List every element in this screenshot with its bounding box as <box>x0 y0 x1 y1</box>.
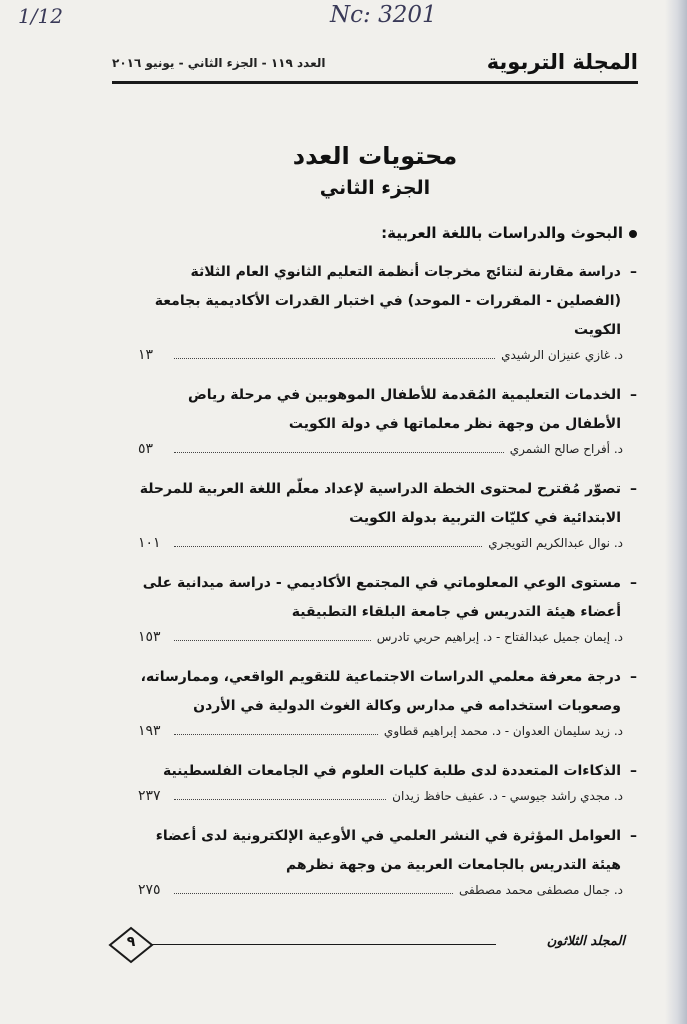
entry-page-number: ٢٣٧ <box>138 788 161 804</box>
entry-page-number: ١٠١ <box>138 535 161 551</box>
page-number-badge <box>108 926 154 964</box>
entry-page-number: ١٣ <box>138 347 154 363</box>
volume-label: المجلد الثلاثون <box>546 934 625 949</box>
toc-entry <box>138 757 637 810</box>
leader-dots <box>174 798 386 800</box>
entry-page-number: ٥٣ <box>138 441 154 457</box>
entry-page-number: ٢٧٥ <box>138 882 161 898</box>
toc-entry <box>138 381 637 463</box>
leader-dots <box>174 545 482 547</box>
section-heading-text: البحوث والدراسات باللغة العربية: <box>381 224 623 242</box>
leader-dots <box>174 733 378 735</box>
entry-author-line <box>138 441 637 463</box>
issue-info: العدد ١١٩ - الجزء الثاني - يونيو ٢٠١٦ <box>112 56 326 70</box>
entry-title: – دراسة مقارنة لنتائج مخرجات أنظمة التعليم الثانوي العام الثلاثة (الفصلين - المقررات - الموحد) في اختبار القدرات الأكاديمية بجامعة الكويت <box>154 264 637 338</box>
entry-title: – العوامل المؤثرة في النشر العلمي في الأوعية الإلكترونية لدى أعضاء هيئة التدريس بالجامعات العربية من وجهة نظرهم <box>155 828 637 873</box>
running-header <box>112 50 638 90</box>
entry-page-number: ١٥٣ <box>138 629 161 645</box>
toc-entry <box>138 822 637 904</box>
entry-title: – تصوّر مُقترح لمحتوى الخطة الدراسية لإعداد معلّم اللغة العربية للمرحلة الابتدائية في كليّات التربية بدولة الكويت <box>139 481 637 526</box>
entry-title: – مستوى الوعي المعلوماتي في المجتمع الأكاديمي - دراسة ميدانية على أعضاء هيئة التدريس في جامعة البلقاء التطبيقية <box>142 575 637 620</box>
toc-title: محتويات العدد <box>292 142 458 170</box>
leader-dots <box>174 639 371 641</box>
entry-author-line <box>138 882 637 904</box>
section-heading <box>381 224 637 242</box>
toc-entry <box>138 569 637 651</box>
entry-author-line <box>138 629 637 651</box>
toc-subtitle: الجزء الثاني <box>319 177 431 199</box>
entry-authors: د. أفراح صالح الشمري <box>509 442 623 456</box>
entry-page-number: ١٩٣ <box>138 723 161 739</box>
entry-authors: د. غازي عنيزان الرشيدي <box>501 348 623 362</box>
footer-rule <box>152 944 496 945</box>
leader-dots <box>174 451 504 453</box>
entry-title: – الخدمات التعليمية المُقدمة للأطفال الموهوبين في مرحلة رياض الأطفال من وجهة نظر معلماتها في دولة الكويت <box>187 387 637 432</box>
entry-title: – الذكاءات المتعددة لدى طلبة كليات العلوم في الجامعات الفلسطينية <box>162 763 637 779</box>
entry-author-line <box>138 535 637 557</box>
entry-authors: د. زيد سليمان العدوان - د. محمد إبراهيم قطاوي <box>383 724 623 738</box>
entry-authors: د. مجدي راشد جيوسي - د. عفيف حافظ زيدان <box>392 789 623 803</box>
header-rule <box>112 81 638 84</box>
entry-author-line <box>138 788 637 810</box>
page-edge-shadow <box>665 0 687 1024</box>
entry-author-line <box>138 723 637 745</box>
leader-dots <box>174 892 453 894</box>
journal-name: المجلة التربوية <box>486 50 638 74</box>
toc-entry <box>138 663 637 745</box>
toc-entry <box>138 475 637 557</box>
entry-author-line <box>138 347 637 369</box>
handwritten-corner-note: 1/12 <box>18 4 63 28</box>
toc-entry <box>138 258 637 369</box>
toc-entries <box>138 258 637 916</box>
page-number: ٩ <box>126 934 136 950</box>
bullet-icon <box>629 230 637 238</box>
entry-authors: د. إيمان جميل عبدالفتاح - د. إبراهيم حربي تادرس <box>376 630 623 644</box>
handwritten-reference-note: Nc: 3201 <box>330 2 437 28</box>
entry-authors: د. جمال مصطفى محمد مصطفى <box>458 883 623 897</box>
entry-authors: د. نوال عبدالكريم التويجري <box>488 536 623 550</box>
entry-title: – درجة معرفة معلمي الدراسات الاجتماعية للتقويم الواقعي، وممارساته، وصعوبات استخدامه في مدارس وكالة الغوث الدولية في الأردن <box>140 669 637 714</box>
leader-dots <box>174 357 495 359</box>
